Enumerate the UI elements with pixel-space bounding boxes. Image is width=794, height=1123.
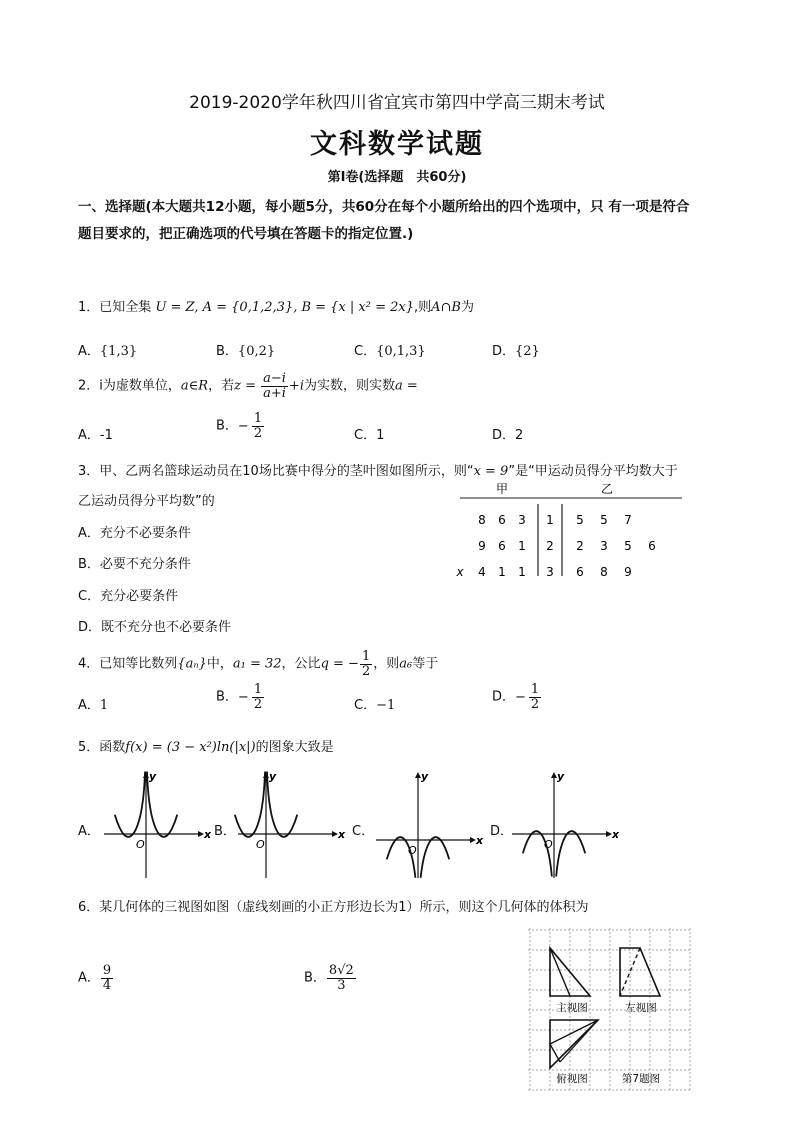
- q3-option-b[interactable]: [78, 553, 191, 572]
- q1-text-b: ,则: [413, 300, 432, 315]
- option-value: 2: [515, 428, 524, 443]
- frac-den: 2: [530, 696, 540, 712]
- q2-option-c[interactable]: [354, 424, 384, 443]
- frac-num: 8√2: [328, 963, 354, 978]
- option-label: D．: [492, 428, 516, 443]
- option-label: C．: [354, 698, 377, 713]
- option-label: B．: [78, 557, 100, 572]
- function-curve: [421, 837, 450, 878]
- q2-text-a: i为虚数单位，: [99, 378, 181, 394]
- q5-option-d-label[interactable]: D．: [490, 824, 514, 839]
- q2-expr-z: z =: [234, 378, 256, 394]
- q4-option-a[interactable]: [78, 694, 108, 713]
- q2-option-d[interactable]: [492, 424, 523, 443]
- option-value: {2}: [515, 344, 540, 359]
- stemleaf-stem: 1: [546, 513, 554, 527]
- q2-number: 2．: [78, 378, 100, 394]
- q3-expr: x = 9: [473, 464, 509, 479]
- stemleaf-head-left: 甲: [495, 482, 509, 496]
- stemleaf-stem: 2: [546, 539, 554, 553]
- q5-graph-d[interactable]: [508, 768, 618, 880]
- option-fraction: [529, 683, 541, 711]
- q3-text-b: ”是“甲运动员得分平均数大于: [508, 464, 678, 479]
- option-value: 1: [376, 428, 385, 443]
- stemleaf-left-leaf: 4: [478, 565, 486, 579]
- y-axis-label: y: [149, 770, 157, 783]
- option-label: B．: [216, 344, 238, 359]
- q1-expr: U = Z, A = {0,1,2,3}, B = {x | x² = 2x}: [155, 300, 414, 315]
- q1-text-c: 为: [460, 300, 474, 315]
- question-5: [78, 736, 334, 755]
- x-axis-label: x: [612, 828, 620, 841]
- stemleaf-left-leaf: 3: [518, 513, 526, 527]
- instructions-line-2: 题目要求的，把正确选项的代号填在答题卡的指定位置.): [78, 226, 414, 242]
- exam-title: 2019-2020学年秋四川省宜宾市第四中学高三期末考试: [189, 93, 605, 113]
- frac-num: 9: [102, 963, 112, 978]
- section-instructions: [78, 194, 738, 248]
- q3-option-a[interactable]: [78, 522, 191, 541]
- q4-text-b: 中，: [206, 656, 233, 672]
- option-value: 既不充分也不必要条件: [101, 620, 232, 635]
- frac-den: 4: [102, 977, 112, 993]
- three-view-figure: [526, 926, 692, 1092]
- function-curve: [556, 831, 585, 876]
- question-2: [78, 372, 418, 400]
- frac-den: 3: [337, 977, 346, 993]
- option-value: {1,3}: [99, 344, 138, 359]
- origin-label: O: [256, 838, 265, 851]
- q5-expr: f(x) = (3 − x²)ln(|x|): [125, 740, 256, 755]
- q6-option-a[interactable]: [78, 964, 114, 992]
- stem-leaf-plot: [452, 480, 692, 580]
- q1-text-a: 已知全集: [99, 300, 152, 315]
- q3-option-d[interactable]: [78, 616, 231, 635]
- option-label: A．: [78, 428, 100, 443]
- q2-text-c: 为实数，则实数: [303, 378, 395, 394]
- stemleaf-right-leaf: 3: [600, 539, 608, 553]
- question-1: [78, 296, 474, 315]
- stemleaf-right-leaf: 9: [624, 565, 632, 579]
- q5-graph-b[interactable]: [234, 768, 344, 880]
- exam-subtitle: 文科数学试题: [310, 129, 484, 160]
- instructions-line-1: 一、选择题(本大题共12小题，每小题5分，共60分在每个小题所给出的四个选项中，只 有一项是符合: [78, 199, 690, 215]
- stemleaf-left-leaf: 1: [518, 539, 526, 553]
- option-minus: −: [237, 689, 249, 705]
- stemleaf-right-leaf: 7: [624, 513, 632, 527]
- option-value: -1: [99, 428, 113, 443]
- top-view-edge-3: [550, 1044, 560, 1062]
- stemleaf-stem: 3: [546, 565, 554, 579]
- q1-number: 1．: [78, 300, 100, 315]
- stemleaf-left-leaf: x: [456, 565, 464, 579]
- option-label: B．: [304, 970, 326, 986]
- q6-number: 6．: [78, 900, 100, 915]
- q2-text-b: ，若: [208, 378, 235, 394]
- option-label: C．: [354, 344, 377, 359]
- stemleaf-right-leaf: 6: [576, 565, 584, 579]
- stemleaf-rows: [455, 513, 655, 579]
- option-label: A．: [78, 970, 100, 986]
- q3-option-c[interactable]: [78, 585, 178, 604]
- question-3-line-1: [78, 460, 678, 479]
- q1-option-c[interactable]: [354, 340, 426, 359]
- frac-num: 1: [253, 411, 263, 426]
- q1-expr2: A∩B: [431, 300, 461, 315]
- q2-frac-den: a+i: [263, 385, 286, 401]
- q4-option-b[interactable]: [216, 683, 265, 711]
- q2-fraction: [261, 372, 288, 400]
- option-label: D．: [78, 620, 102, 635]
- option-fraction: [101, 964, 113, 992]
- option-label: B．: [216, 418, 238, 434]
- stemleaf-left-leaf: 6: [498, 539, 506, 553]
- top-view-edge-1: [560, 1020, 598, 1062]
- option-value: {0,2}: [237, 344, 276, 359]
- q5-text-b: 的图象大致是: [255, 740, 334, 755]
- option-value: {0,1,3}: [376, 344, 426, 359]
- q4-expr-a6: a₆: [399, 656, 413, 672]
- frac-den: 2: [253, 425, 263, 441]
- option-value: 1: [99, 698, 109, 713]
- x-axis-label: x: [338, 828, 346, 841]
- x-axis-label: x: [204, 828, 212, 841]
- option-value: 必要不充分条件: [99, 557, 191, 572]
- stemleaf-left-leaf: 9: [478, 539, 486, 553]
- option-fraction: [252, 683, 264, 711]
- function-curve: [115, 772, 145, 837]
- q4-text-d: ，则: [373, 656, 400, 672]
- q4-fraction: [360, 650, 372, 678]
- frac-num: 1: [530, 682, 540, 697]
- q2-option-b[interactable]: [216, 412, 265, 440]
- stemleaf-left-leaf: 1: [518, 565, 526, 579]
- option-label: C．: [354, 428, 377, 443]
- option-label: B．: [216, 689, 238, 705]
- q5-option-a-label[interactable]: A．: [78, 824, 100, 839]
- q4-option-c[interactable]: [354, 694, 395, 713]
- q4-frac-num: 1: [361, 649, 371, 664]
- stemleaf-head-right: 乙: [600, 482, 614, 496]
- q5-graph-c[interactable]: [372, 768, 482, 880]
- q5-number: 5．: [78, 740, 100, 755]
- stemleaf-right-leaf: 5: [576, 513, 584, 527]
- q4-frac-den: 2: [361, 663, 371, 679]
- q4-text-a: 已知等比数列: [99, 656, 178, 672]
- stemleaf-right-leaf: 8: [600, 565, 608, 579]
- x-axis-label: x: [476, 834, 484, 847]
- q2-expr-c: +i: [288, 378, 304, 394]
- q2-expr-a: a∈R: [180, 378, 209, 394]
- option-label: A．: [78, 698, 100, 713]
- stemleaf-left-leaf: 1: [498, 565, 506, 579]
- y-axis-label: y: [269, 770, 277, 783]
- q2-option-a[interactable]: [78, 424, 113, 443]
- stemleaf-right-leaf: 2: [576, 539, 584, 553]
- q4-expr-a1: a₁ = 32: [232, 656, 282, 672]
- q4-text-c: ，公比: [281, 656, 321, 672]
- q5-graph-a[interactable]: [100, 768, 210, 880]
- q2-expr-d: a =: [395, 378, 418, 394]
- option-minus: −: [515, 689, 526, 705]
- q1-option-d[interactable]: [492, 340, 540, 359]
- q1-option-a[interactable]: [78, 340, 137, 359]
- option-fraction: [252, 412, 264, 440]
- q4-text-e: 等于: [412, 656, 439, 672]
- frac-den: 2: [253, 696, 263, 712]
- q5-text-a: 函数: [99, 740, 126, 755]
- option-minus: −: [237, 418, 249, 434]
- side-view-caption: 左视图: [625, 1002, 657, 1014]
- q3-text-a: 甲、乙两名篮球运动员在10场比赛中得分的茎叶图如图所示，则“: [99, 464, 474, 479]
- q4-expr-q: q = −: [320, 656, 359, 672]
- question-3-line-2: 乙运动员得分平均数”的: [78, 494, 215, 509]
- origin-label: O: [544, 838, 553, 851]
- q5-option-c-label[interactable]: C．: [352, 824, 375, 839]
- q5-option-b-label[interactable]: B．: [214, 824, 236, 839]
- q6-option-b[interactable]: [304, 964, 357, 992]
- option-label: A．: [78, 526, 100, 541]
- stemleaf-right-leaf: 5: [600, 513, 608, 527]
- side-view-outline: [620, 948, 660, 996]
- function-curve: [235, 772, 265, 837]
- y-axis-label: y: [421, 770, 429, 783]
- stemleaf-right-leaf: 6: [648, 539, 656, 553]
- q4-option-d[interactable]: [492, 683, 542, 711]
- origin-label: O: [136, 838, 145, 851]
- option-value: 充分不必要条件: [99, 526, 191, 541]
- front-view-edge: [550, 948, 570, 996]
- top-view-caption: 俯视图: [556, 1073, 588, 1085]
- option-fraction: [327, 964, 356, 992]
- volume-label: 第Ⅰ卷(选择题 共60分): [327, 170, 467, 185]
- q2-frac-num: a−i: [263, 371, 286, 386]
- q4-expr-seq: {aₙ}: [177, 656, 207, 672]
- origin-label: O: [408, 844, 417, 857]
- q1-option-b[interactable]: [216, 340, 275, 359]
- stemleaf-left-leaf: 6: [498, 513, 506, 527]
- question-4: [78, 650, 438, 678]
- q6-text: 某几何体的三视图如图（虚线刻画的小正方形边长为1）所示，则这个几何体的体积为: [99, 900, 589, 915]
- q3-number: 3．: [78, 464, 100, 479]
- option-value: −1: [376, 698, 396, 713]
- front-view-caption: 主视图: [556, 1002, 588, 1014]
- option-label: C．: [78, 589, 101, 604]
- stemleaf-left-leaf: 8: [478, 513, 486, 527]
- option-value: 充分必要条件: [100, 589, 179, 604]
- y-axis-label: y: [557, 770, 565, 783]
- stemleaf-right-leaf: 5: [624, 539, 632, 553]
- q4-number: 4．: [78, 656, 100, 672]
- figure-number-caption: 第7题图: [621, 1073, 661, 1085]
- question-6: [78, 896, 589, 915]
- top-view-edge-2: [550, 1020, 598, 1044]
- option-label: A．: [78, 344, 100, 359]
- frac-num: 1: [253, 682, 263, 697]
- option-label: D．: [492, 344, 516, 359]
- option-label: D．: [492, 689, 516, 705]
